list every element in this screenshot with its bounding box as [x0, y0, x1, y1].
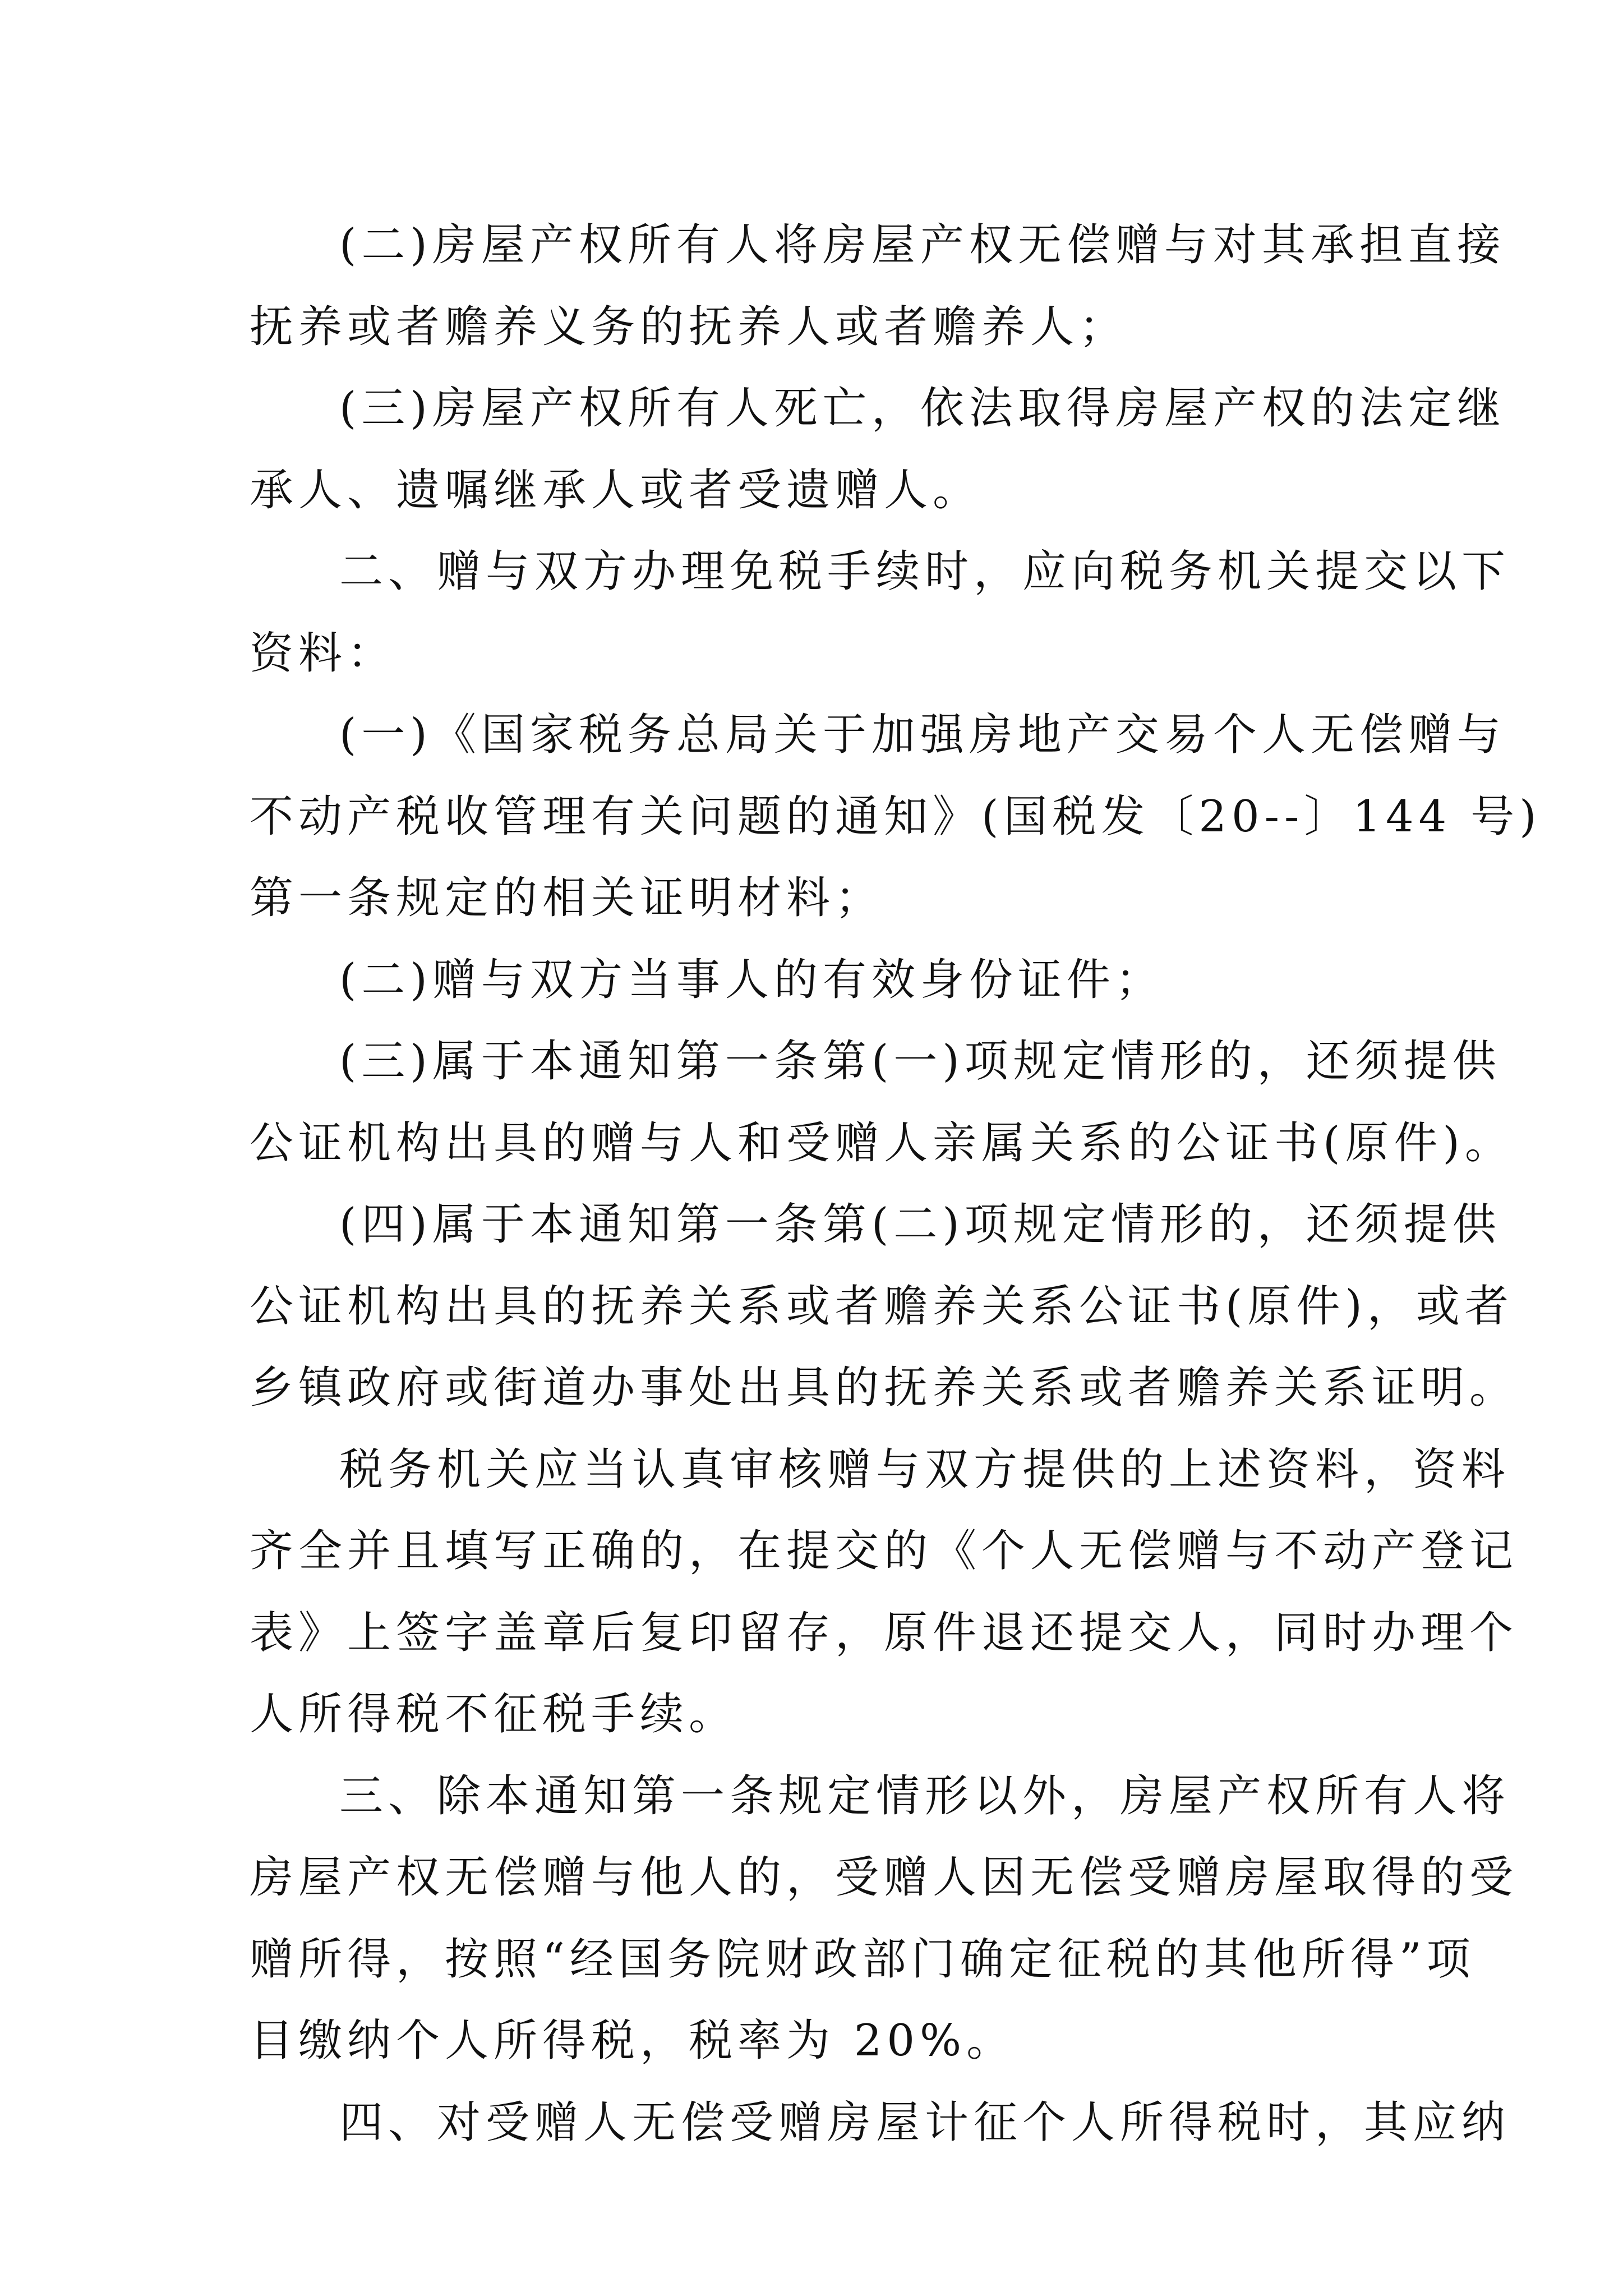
paragraph-line: 房屋产权无偿赠与他人的，受赠人因无偿受赠房屋取得的受: [250, 1852, 1519, 1903]
paragraph-line: 乡镇政府或街道办事处出具的抚养关系或者赡养关系证明。: [250, 1363, 1519, 1413]
paragraph-line: 不动产税收管理有关问题的通知》(国税发〔20--〕144 号): [250, 791, 1542, 842]
paragraph-line: (二)房屋产权所有人将房屋产权无偿赠与对其承担直接: [339, 220, 1506, 270]
paragraph-line: (三)房屋产权所有人死亡，依法取得房屋产权的法定继: [339, 383, 1506, 434]
paragraph-line: 抚养或者赡养义务的抚养人或者赡养人；: [250, 301, 1128, 352]
paragraph-line: 人所得税不征税手续。: [250, 1689, 738, 1740]
paragraph-line: 公证机构出具的赠与人和受赠人亲属关系的公证书(原件)。: [250, 1117, 1514, 1168]
paragraph-line: 资料：: [250, 628, 396, 679]
paragraph-line: (四)属于本通知第一条第(二)项规定情形的，还须提供: [339, 1199, 1501, 1250]
paragraph-line: 齐全并且填写正确的，在提交的《个人无偿赠与不动产登记: [250, 1526, 1519, 1576]
paragraph-line: 税务机关应当认真审核赠与双方提供的上述资料，资料: [339, 1444, 1511, 1495]
paragraph-line: 第一条规定的相关证明材料；: [250, 873, 884, 923]
paragraph-line: 四、对受赠人无偿受赠房屋计征个人所得税时，其应纳: [339, 2097, 1511, 2148]
paragraph-line: (三)属于本通知第一条第(一)项规定情形的，还须提供: [339, 1036, 1501, 1087]
paragraph-line: 目缴纳个人所得税，税率为 20%。: [250, 2016, 1016, 2066]
paragraph-line: 三、除本通知第一条规定情形以外，房屋产权所有人将: [339, 1770, 1511, 1821]
document-body: [250, 205, 1542, 2164]
paragraph-line: (二)赠与双方当事人的有效身份证件；: [339, 954, 1164, 1005]
paragraph-line: 表》上签字盖章后复印留存，原件退还提交人，同时办理个: [250, 1607, 1519, 1658]
paragraph-line: 二、赠与双方办理免税手续时，应向税务机关提交以下: [339, 546, 1511, 597]
paragraph-line: 承人、遗嘱继承人或者受遗赠人。: [250, 464, 982, 516]
paragraph-line: 公证机构出具的抚养关系或者赡养关系公证书(原件)，或者: [250, 1281, 1514, 1332]
paragraph-line: 赠所得，按照“经国务院财政部门确定征税的其他所得”项: [250, 1934, 1476, 1985]
paragraph-line: (一)《国家税务总局关于加强房地产交易个人无偿赠与: [339, 710, 1506, 760]
